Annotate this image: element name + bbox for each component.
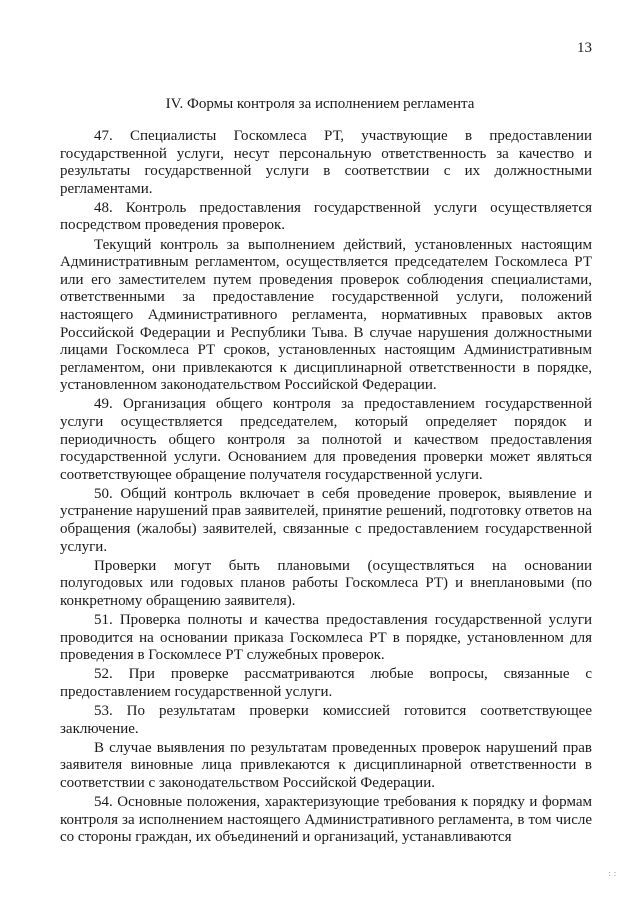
- paragraph-current-control: Текущий контроль за выполнением действий, установленных настоящим Административным регламентом, осуществляется председателем Госкомлеса РТ или его заместителем путем проведения проверок соблюдения специалистами, ответственными за предоставление государственной услуги, положений настоящего Административного регламента, нормативных правовых актов Российской Федерации и Республики Тыва. В случае нарушения должностными лицами Госкомлеса РТ сроков, установленных настоящим Административным регламентом, они привлекаются к дисциплинарной ответственности в порядке, установленном законодательством Российской Федерации.: [60, 236, 592, 394]
- paragraph-violations: В случае выявления по результатам проведенных проверок нарушений прав заявителя виновные лица привлекаются к дисциплинарной ответственности в соответствии с законодательством Российской Федерации.: [60, 739, 592, 791]
- paragraph-47: 47. Специалисты Госкомлеса РТ, участвующие в предоставлении государственной услуги, несут персональную ответственность за качество и результаты государственной услуги в соответствии с их должностными регламентами.: [60, 128, 592, 197]
- scan-mark-icon: ⁚⁚: [607, 871, 617, 877]
- paragraph-52: 52. При проверке рассматриваются любые вопросы, связанные с предоставлением государственной услуги.: [60, 666, 592, 700]
- paragraph-inspections: Проверки могут быть плановыми (осуществляться на основании полугодовых или годовых планов работы Госкомлеса РТ) и внеплановыми (по конкретному обращению заявителя).: [60, 557, 592, 609]
- paragraph-54: 54. Основные положения, характеризующие требования к порядку и формам контроля за исполнением настоящего Административного регламента, в том числе со стороны граждан, их объединений и организаций, устанавливаются: [60, 793, 592, 846]
- section-heading: IV. Формы контроля за исполнением регламента: [165, 96, 475, 112]
- paragraph-53: 53. По результатам проверки комиссией готовится соответствующее заключение.: [60, 703, 592, 737]
- page-number: 13: [577, 40, 592, 56]
- document-body: [60, 128, 592, 848]
- paragraph-49: 49. Организация общего контроля за предоставлением государственной услуги осуществляется председателем, который определяет порядок и периодичность общего контроля за полнотой и качеством предоставления государственной услуги. Основанием для проведения проверки может являться соответствующее обращение получателя государственной услуги.: [60, 396, 592, 483]
- paragraph-48: 48. Контроль предоставления государственной услуги осуществляется посредством проведения проверок.: [60, 199, 592, 234]
- paragraph-51: 51. Проверка полноты и качества предоставления государственной услуги проводится на основании приказа Госкомлеса РТ в порядке, установленном для проведения в Госкомлесе РТ служебных проверок.: [60, 612, 592, 664]
- paragraph-50: 50. Общий контроль включает в себя проведение проверок, выявление и устранение нарушений прав заявителей, принятие решений, подготовку ответов на обращения (жалобы) заявителей, связанные с предоставлением государственной услуги.: [60, 485, 592, 555]
